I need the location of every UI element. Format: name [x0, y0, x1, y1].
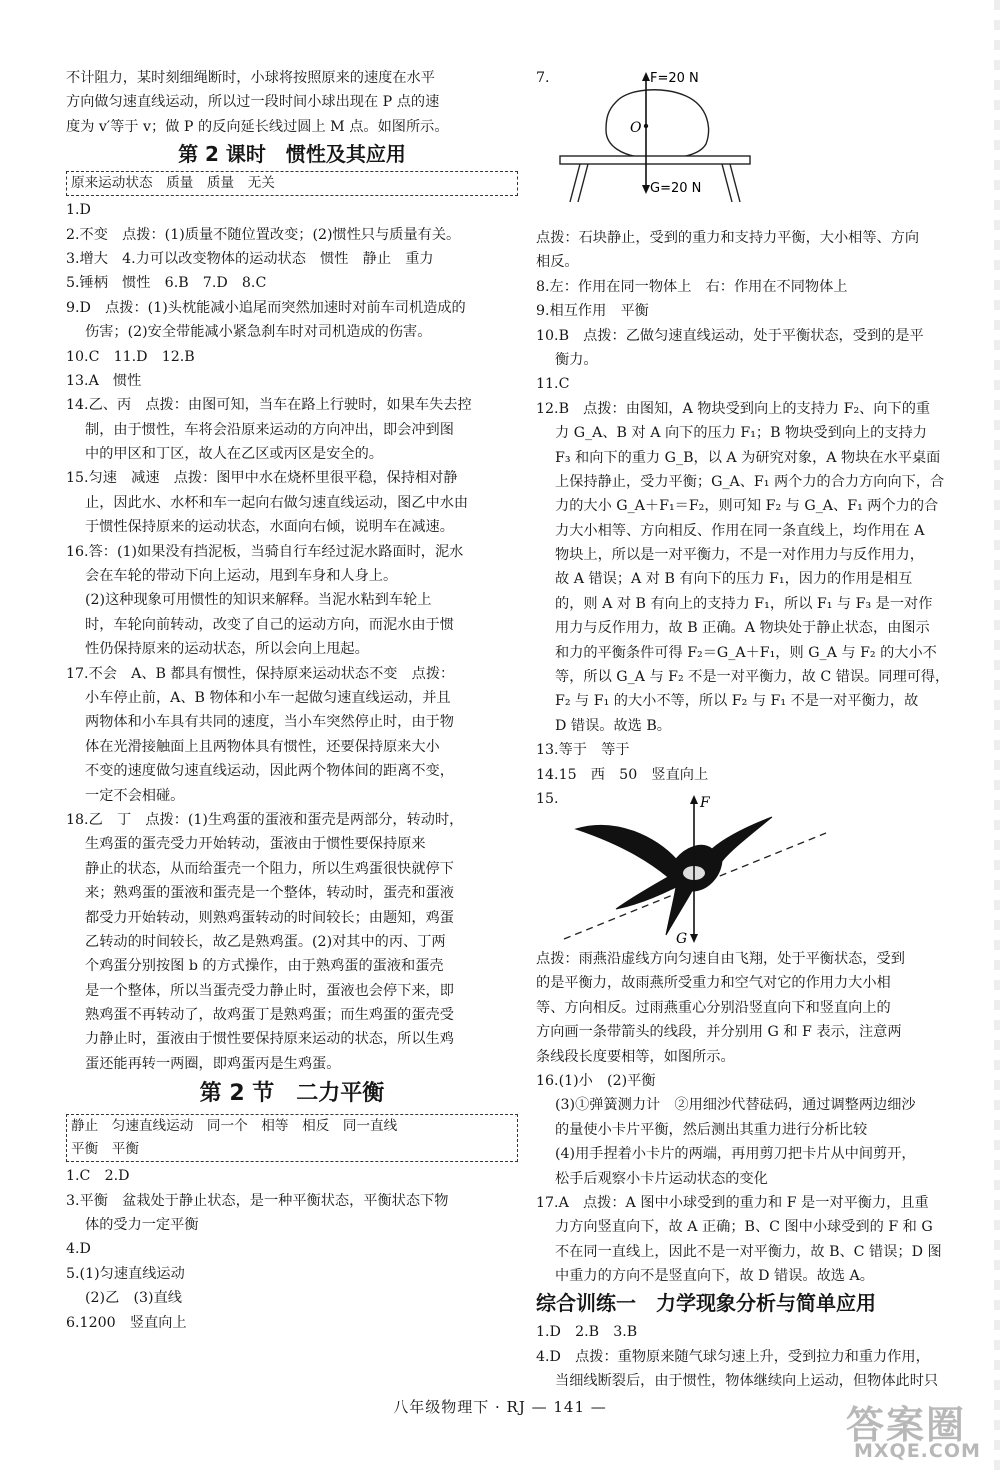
answer-line: 14.乙、丙 点拨：由图可知，当车在路上行驶时，如果车失去控	[66, 397, 472, 414]
keypoint-line: 平衡 平衡	[71, 1141, 139, 1158]
answer-line: 一定不会相碰。	[85, 787, 185, 804]
answer-line: 不变的速度做匀速直线运动，因此两个物体间的距离不变，	[85, 763, 454, 780]
answer-line: 当细线断裂后，由于惯性，物体继续向上运动，但物体此时只	[555, 1373, 939, 1390]
answer-line: 来；熟鸡蛋的蛋液和蛋壳是一个整体，转动时，蛋壳和蛋液	[85, 885, 454, 902]
answer-line: 性仍保持原来的运动状态，所以会向上甩起。	[85, 641, 369, 658]
answer-line: 生鸡蛋的蛋壳受力开始转动，蛋液由于惯性要保持原来	[85, 836, 426, 853]
answer-line: 1.C 2.D	[66, 1168, 130, 1185]
answer-line: 体的受力一定平衡	[85, 1217, 199, 1234]
answer-line: 8.左：作用在同一物体上 右：作用在不同物体上	[536, 278, 848, 295]
answer-line: 都受力开始转动，则熟鸡蛋转动的时间较长；由题知，鸡蛋	[85, 909, 454, 926]
table-leg	[730, 164, 740, 202]
answer-line: 两物体和小车具有共同的速度，当小车突然停止时，由于物	[85, 714, 454, 731]
lesson2-answers	[66, 198, 518, 1076]
g-label: G	[676, 930, 688, 947]
answer-line: 中重力的方向不是竖直向下，故 D 错误。故选 A。	[555, 1268, 874, 1285]
answer-line: 条线段长度要相等，如图所示。	[536, 1048, 735, 1065]
answer-line: 10.B 点拨：乙做匀速直线运动，处于平衡状态，受到的是平	[536, 327, 924, 344]
section2-heading: 第 2 节 二力平衡	[199, 1081, 385, 1107]
answer-line: 静止的状态，从而给蛋壳一个阻力，所以生鸡蛋很快就停下	[85, 860, 454, 877]
answer-line: 中的甲区和丁区，故人在乙区或丙区是安全的。	[85, 446, 383, 463]
answer-line: 止，因此水、水杯和车一起向右做匀速直线运动，图乙中水由	[85, 494, 469, 511]
answer-line: D 错误。故选 B。	[555, 717, 671, 734]
answer-line: 方向画一条带箭头的线段，并分别用 G 和 F 表示，注意两	[536, 1024, 902, 1041]
answer-line: 用力与反作用力，故 B 正确。A 物块处于静止状态，由图示	[555, 620, 930, 637]
f-label: F	[700, 794, 710, 811]
answer-line: 的是平衡力，故雨燕所受重力和空气对它的作用力大小相	[536, 975, 891, 992]
section2-keypoints-box	[66, 1114, 518, 1162]
answer-line: 是一个整体，所以当蛋壳受力静止时，蛋液也会停下来，即	[85, 982, 454, 999]
answer-line: 的量使小卡片平衡，然后测出其重力进行分析比较	[555, 1121, 868, 1138]
swift-force-diagram	[536, 787, 982, 947]
intro-line: 不计阻力，某时刻细绳断时，小球将按照原来的速度在水平	[66, 70, 435, 86]
answer-line: 点拨：石块静止，受到的重力和支持力平衡，大小相等、方向	[536, 230, 920, 246]
answer-line: 时，车轮向前转动，改变了自己的运动方向，而泥水由于惯	[85, 616, 454, 633]
answer-line: 3.增大 4.力可以改变物体的运动状态 惯性 静止 重力	[66, 250, 434, 267]
q7-figure-block	[536, 66, 982, 226]
answer-line: 相反。	[536, 254, 579, 271]
answer-line: 17.不会 A、B 都具有惯性，保持原来运动状态不变 点拨：	[66, 665, 455, 682]
arrow-head	[690, 934, 698, 943]
answer-line: 等，所以 G_A 与 F₂ 不是一对平衡力，故 C 错误。同理可得，	[555, 669, 950, 686]
answer-line: 1.D	[66, 202, 91, 219]
answer-line: 物块上，所以是一对平衡力，不是一对作用力与反作用力，	[555, 547, 924, 564]
answer-line: 5.(1)匀速直线运动	[66, 1265, 185, 1282]
g-label: G=20 N	[650, 181, 702, 196]
answer-line: 力方向竖直向下，故 A 正确；B、C 图中小球受到的 F 和 G	[555, 1219, 933, 1236]
watermark-title: 答案圈	[846, 1403, 967, 1447]
table-leg	[578, 164, 588, 202]
answer-line: (3)①弹簧测力计 ②用细沙代替砝码，通过调整两边细沙	[555, 1097, 916, 1114]
answer-line: 16.(1)小 (2)平衡	[536, 1072, 656, 1089]
answer-line: 会在车轮的带动下向上运动，甩到车身和人身上。	[85, 568, 398, 585]
answer-line: 熟鸡蛋不再转动了，故鸡蛋丁是熟鸡蛋；而生鸡蛋的蛋壳受	[85, 1007, 454, 1024]
answer-line: 2.不变 点拨：(1)质量不随位置改变；(2)惯性只与质量有关。	[66, 226, 461, 243]
zonghe-heading: 综合训练一 力学现象分析与简单应用	[536, 1291, 876, 1316]
answer-line: (2)这种现象可用惯性的知识来解释。当泥水粘到车轮上	[85, 592, 432, 609]
q15-label: 15.	[536, 790, 559, 807]
watermark-url: MXQE.COM	[854, 1440, 981, 1462]
table-top	[560, 156, 750, 164]
answer-line: 17.A 点拨：A 图中小球受到的重力和 F 是一对平衡力，且重	[536, 1194, 929, 1211]
answer-line: 11.C	[536, 376, 570, 393]
answer-line: F₃ 和向下的重力 G_B，以 A 为研究对象，A 物块在水平桌面	[555, 449, 941, 466]
answer-line: 5.锤柄 惯性 6.B 7.D 8.C	[66, 275, 267, 292]
answer-line: 上保持静止，受力平衡；G_A、F₁ 两个力的合力方向向下，合	[555, 473, 945, 490]
zonghe-answers	[536, 1320, 982, 1393]
center-point	[644, 124, 648, 128]
answer-line: 6.1200 竖直向上	[66, 1314, 187, 1331]
answer-line: 力静止时，蛋液由于惯性要保持原来运动的状态，所以生鸡	[85, 1031, 454, 1048]
intro-line: 度为 v′等于 v；做 P 的反向延长线过圆上 M 点。如图所示。	[66, 118, 449, 135]
table-leg	[570, 164, 580, 202]
answer-line: 3.平衡 盆栽处于静止状态，是一种平衡状态，平衡状态下物	[66, 1192, 449, 1209]
o-label: O	[630, 120, 642, 136]
arrow-head	[642, 72, 650, 81]
answer-line: 13.A 惯性	[66, 372, 142, 389]
answer-line: 不在同一直线上，因此不是一对平衡力，故 B、C 错误；D 图	[555, 1243, 942, 1260]
answer-line: 4.D 点拨：重物原来随气球匀速上升，受到拉力和重力作用，	[536, 1348, 930, 1365]
keypoint-line: 静止 匀速直线运动 同一个 相等 相反 同一直线	[71, 1118, 398, 1135]
q7-label: 7.	[536, 70, 550, 86]
answer-line: 9.相互作用 平衡	[536, 303, 649, 320]
page-edge-shadow	[994, 0, 1000, 1480]
f-label: F=20 N	[650, 71, 699, 86]
answer-line: 9.D 点拨：(1)头枕能减小追尾而突然加速时对前车司机造成的	[66, 299, 466, 316]
left-column	[66, 66, 518, 1335]
lesson2-keypoints-box	[66, 171, 518, 196]
intro-paragraph	[66, 66, 518, 139]
answer-line: 12.B 点拨：由图知，A 物块受到向上的支持力 F₂、向下的重	[536, 400, 931, 417]
answer-line: 的，则 A 对 B 有向上的支持力 F₁，所以 F₁ 与 F₃ 是一对作	[555, 595, 933, 612]
answer-line: 个鸡蛋分别按图 b 的方式操作，由于熟鸡蛋的蛋液和蛋壳	[85, 958, 444, 975]
table-leg	[722, 164, 732, 202]
answer-line: 点拨：雨燕沿虚线方向匀速自由飞翔，处于平衡状态，受到	[536, 950, 905, 967]
answer-line: 伤害；(2)安全带能减小紧急刹车时对司机造成的伤害。	[85, 324, 432, 341]
answer-line: 故 A 错误；A 对 B 有向下的压力 F₁，因力的作用是相互	[555, 571, 913, 588]
q15-figure-block	[536, 787, 982, 947]
answer-line: 等、方向相反。过雨燕重心分别沿竖直向下和竖直向上的	[536, 999, 891, 1016]
answer-line: 4.D	[66, 1241, 91, 1258]
keypoint-line: 原来运动状态 质量 质量 无关	[71, 175, 275, 192]
answer-line: 16.答：(1)如果没有挡泥板，当骑自行车经过泥水路面时，泥水	[66, 543, 464, 560]
lesson2-heading: 第 2 课时 惯性及其应用	[178, 142, 406, 167]
stone-shape	[606, 90, 709, 159]
answer-line: 15.匀速 减速 点拨：图甲中水在烧杯里很平稳，保持相对静	[66, 470, 458, 487]
answer-line: 小车停止前，A、B 物体和小车一起做匀速直线运动，并且	[85, 689, 451, 706]
watermark-logo	[838, 1394, 988, 1472]
answers-15-17	[536, 947, 982, 1288]
answer-line: 力 G_A、B 对 A 向下的压力 F₁；B 物块受到向上的支持力	[555, 425, 927, 442]
stone-on-table-diagram	[536, 66, 982, 226]
answer-line: 衡力。	[555, 351, 598, 368]
answer-line: 力大小相等、方向相反、作用在同一条直线上，均作用在 A	[555, 522, 925, 539]
q7-explanation	[536, 226, 982, 275]
swift-silhouette	[576, 817, 772, 935]
answer-line: (2)乙 (3)直线	[85, 1290, 182, 1307]
answer-line: 制，由于惯性，车将会沿原来运动的方向冲出，即会冲到图	[85, 421, 454, 438]
answer-line: 松手后观察小卡片运动状态的变化	[555, 1170, 768, 1187]
answer-line: 体在光滑接触面上且两物体具有惯性，还要保持原来大小	[85, 738, 440, 755]
answer-line: 乙转动的时间较长，故乙是熟鸡蛋。(2)对其中的丙、丁两	[85, 933, 446, 950]
answer-line: 14.15 西 50 竖直向上	[536, 766, 709, 783]
answer-line: 于惯性保持原来的运动状态，水面向右倾，说明车在减速。	[85, 519, 454, 536]
section2-answers	[66, 1164, 518, 1335]
answer-line: 1.D 2.B 3.B	[536, 1324, 638, 1341]
answer-line: 13.等于 等于	[536, 742, 630, 759]
answer-line: 蛋还能再转一两圈，即鸡蛋丙是生鸡蛋。	[85, 1055, 341, 1072]
answer-line: 18.乙 丁 点拨：(1)生鸡蛋的蛋液和蛋壳是两部分，转动时，	[66, 811, 464, 828]
intro-line: 方向做匀速直线运动，所以过一段时间小球出现在 P 点的速	[66, 94, 440, 111]
arrow-head	[690, 795, 698, 804]
arrow-head	[642, 185, 650, 194]
right-column	[536, 66, 982, 1394]
answer-line: F₂ 与 F₁ 的大小不等，所以 F₂ 与 F₁ 不是一对平衡力，故	[555, 693, 919, 710]
answer-line: 10.C 11.D 12.B	[66, 348, 195, 365]
answers-8-14	[536, 275, 982, 787]
answer-line: (4)用手捏着小卡片的两端，再用剪刀把卡片从中间剪开，	[555, 1146, 916, 1163]
answer-line: 和力的平衡条件可得 F₂＝G_A＋F₁，则 G_A 与 F₂ 的大小不	[555, 644, 937, 661]
answer-line: 力的大小 G_A＋F₁＝F₂，则可知 F₂ 与 G_A、F₁ 两个力的合	[555, 498, 939, 515]
page-footer: 八年级物理下 · RJ — 141 —	[393, 1398, 607, 1416]
